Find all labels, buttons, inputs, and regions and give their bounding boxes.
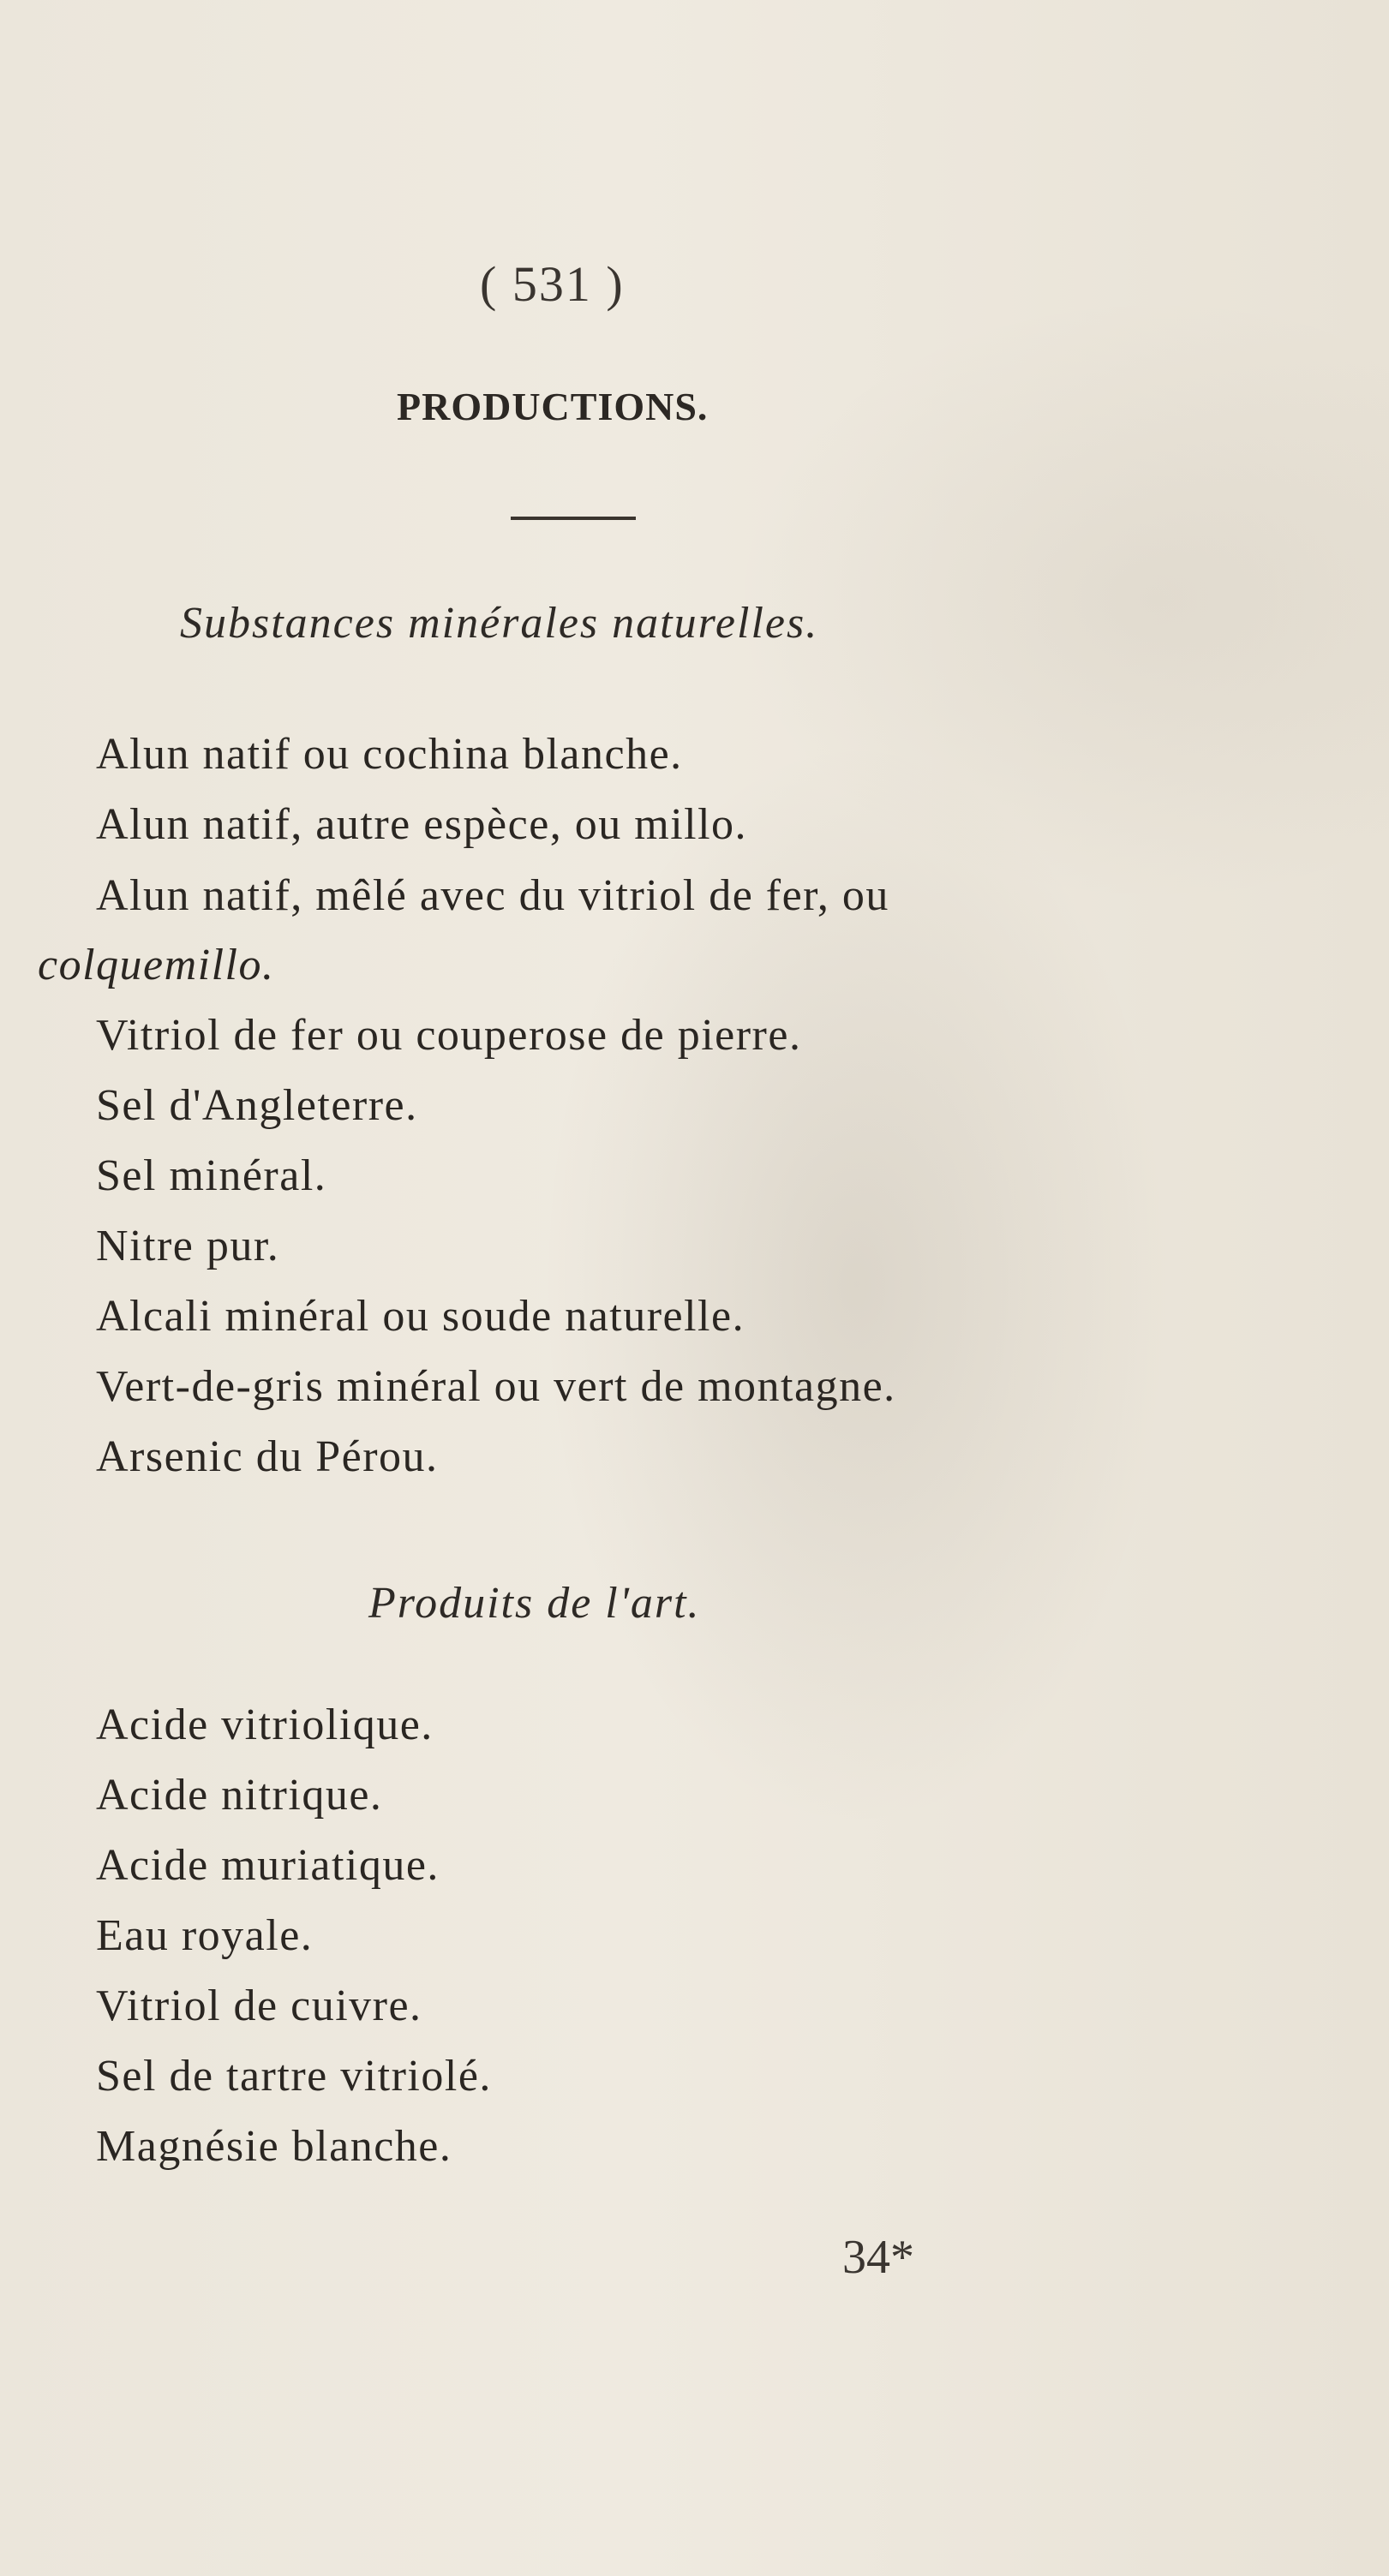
list-item: Vitriol de fer ou couperose de pierre. xyxy=(96,1011,802,1060)
list-item: Sel d'Angleterre. xyxy=(96,1081,418,1130)
list-item: Acide muriatique. xyxy=(96,1841,440,1890)
list-item: Eau royale. xyxy=(96,1911,314,1960)
list-item: Alcali minéral ou soude naturelle. xyxy=(96,1292,745,1341)
list-item: Magnésie blanche. xyxy=(96,2122,452,2171)
section-heading-substances: Substances minérales naturelles. xyxy=(180,599,819,648)
section-heading-produits: Produits de l'art. xyxy=(368,1579,701,1628)
page-number: ( 531 ) xyxy=(480,256,625,312)
signature-mark: 34* xyxy=(842,2231,914,2284)
list-item: Vitriol de cuivre. xyxy=(96,1981,422,2030)
list-item: Nitre pur. xyxy=(96,1222,280,1270)
list-item: Vert-de-gris minéral ou vert de montagne. xyxy=(96,1362,896,1411)
title-divider xyxy=(511,517,636,520)
list-item: Alun natif, autre espèce, ou millo. xyxy=(96,800,748,849)
list-item-continuation: colquemillo. xyxy=(38,941,275,989)
page-title: PRODUCTIONS. xyxy=(397,385,709,428)
list-item: Acide vitriolique. xyxy=(96,1700,434,1749)
list-item: Arsenic du Pérou. xyxy=(96,1432,439,1481)
list-item: Alun natif, mêlé avec du vitriol de fer, ou xyxy=(96,871,889,920)
list-item: Sel minéral. xyxy=(96,1151,327,1200)
list-item: Alun natif ou cochina blanche. xyxy=(96,730,683,779)
list-item: Sel de tartre vitriolé. xyxy=(96,2052,492,2101)
list-item: Acide nitrique. xyxy=(96,1771,383,1820)
